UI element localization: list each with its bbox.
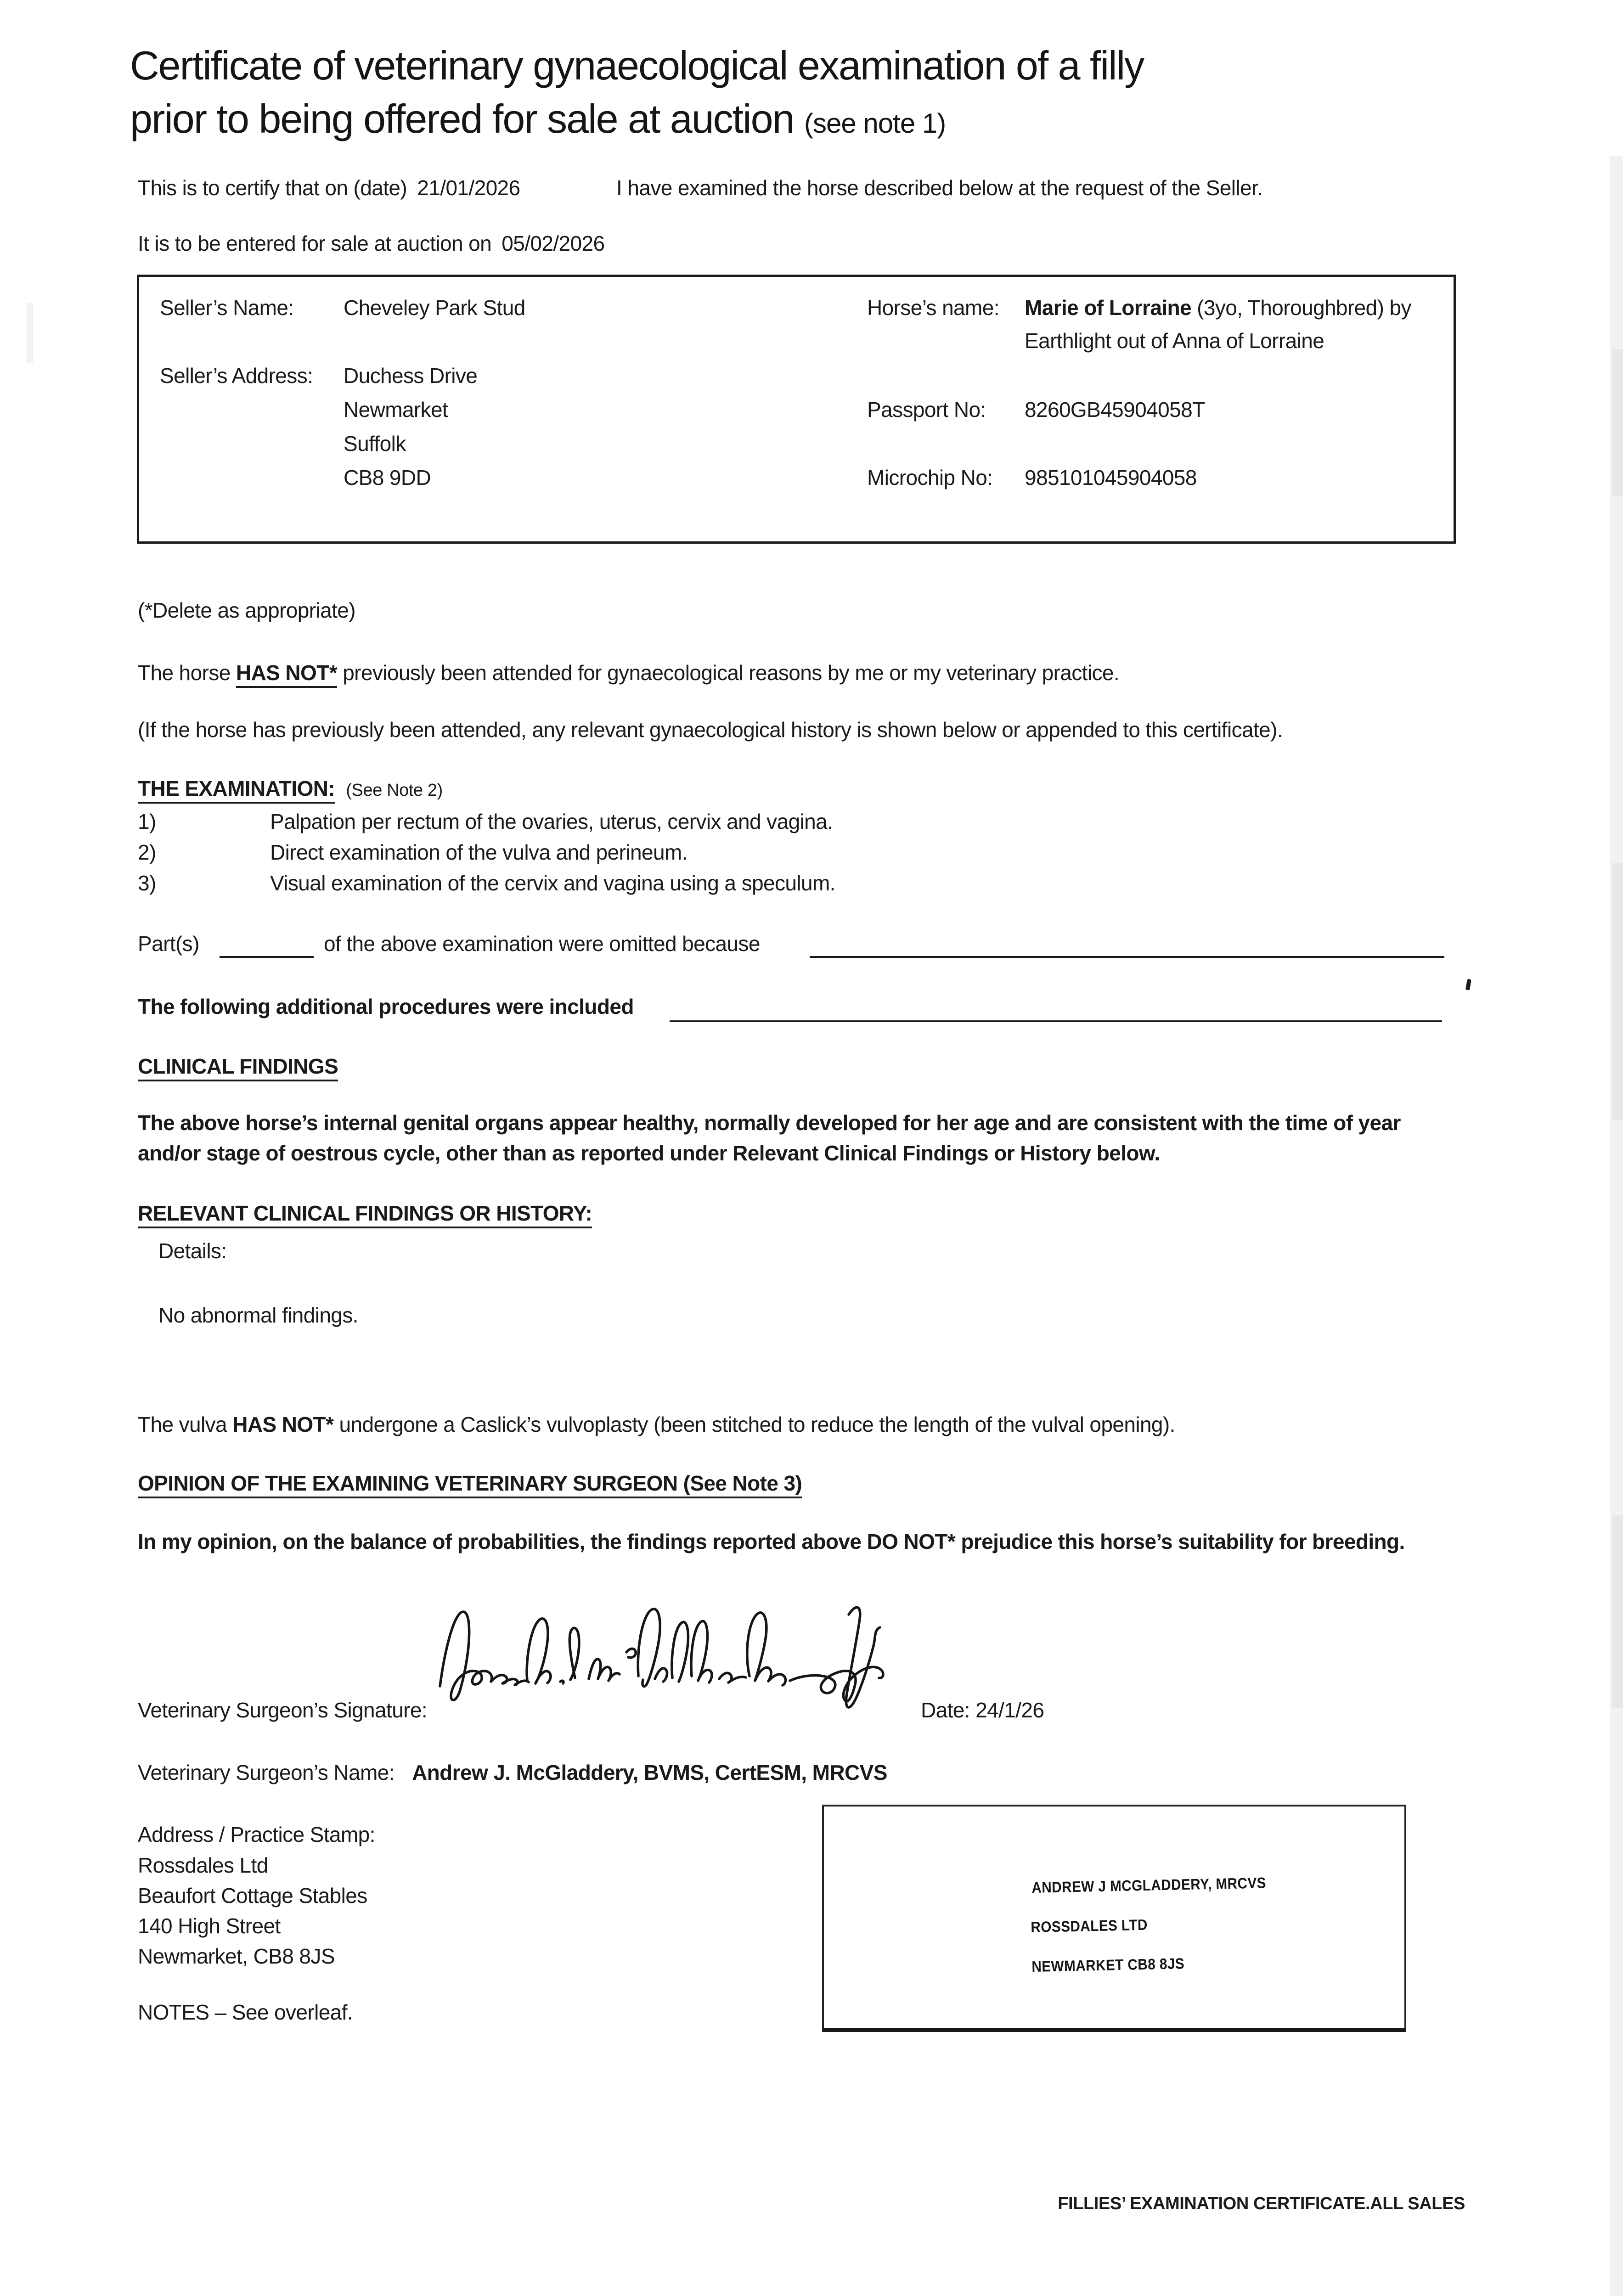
practice-address-line-1: Rossdales Ltd (138, 1853, 268, 1877)
scan-edge-patch (1612, 1515, 1623, 1708)
clinical-heading-line (138, 1054, 338, 1079)
auction-line (138, 231, 605, 256)
attended-has-not: HAS NOT* (236, 661, 337, 688)
horse-name-bold: Marie of Lorraine (1025, 296, 1191, 320)
horse-name-value-line2: Earthlight out of Anna of Lorraine (1025, 329, 1324, 353)
auction-date: 05/02/2026 (502, 231, 605, 255)
attended-suffix: previously been attended for gynaecological reasons by me or my veterinary practice. (337, 661, 1120, 685)
veterinary-surgeon-signature-image (427, 1560, 891, 1716)
opinion-suffix: prejudice this horse’s suitability for breeding. (955, 1530, 1405, 1553)
exam-item-2-text: Direct examination of the vulva and perineum. (270, 840, 688, 864)
horse-name-value-line1 (1025, 295, 1411, 320)
exam-heading: THE EXAMINATION: (138, 777, 335, 804)
exam-item-2-num: 2) (138, 840, 156, 864)
attended-prefix: The horse (138, 661, 236, 685)
page-title-line2-main: prior to being offered for sale at auction (130, 96, 794, 141)
scan-edge-patch (1612, 349, 1623, 496)
signature-date: Date: 24/1/26 (921, 1698, 1044, 1722)
address-stamp-label: Address / Practice Stamp: (138, 1823, 375, 1846)
seller-address-line-1: Duchess Drive (344, 364, 478, 388)
parts-omitted-prefix: Part(s) (138, 932, 199, 956)
vulva-line (138, 1412, 1175, 1437)
opinion-heading: OPINION OF THE EXAMINING VETERINARY SURGEON (See Note 3) (138, 1471, 802, 1498)
seller-address-line-2: Newmarket (344, 398, 448, 422)
vulva-has-not: HAS NOT* (232, 1412, 334, 1436)
clinical-paragraph-line1: The above horse’s internal genital organs appear healthy, normally developed for her age and are consistent with the time of year (138, 1111, 1401, 1135)
seller-name-label: Seller’s Name: (160, 296, 294, 320)
vulva-suffix: undergone a Caslick’s vulvoplasty (been stitched to reduce the length of the vulval opening). (333, 1412, 1175, 1436)
relevant-heading: RELEVANT CLINICAL FINDINGS OR HISTORY: (138, 1201, 592, 1228)
surgeon-name-value: Andrew J. McGladdery, BVMS, CertESM, MRCVS (412, 1761, 887, 1784)
surgeon-name-line (138, 1760, 887, 1785)
opinion-prefix: In my opinion, on the balance of probabilities, the findings reported above (138, 1530, 867, 1553)
exam-note: (See Note 2) (346, 781, 443, 800)
exam-item-1-num: 1) (138, 810, 156, 833)
parts-omitted-mid: of the above examination were omitted because (324, 932, 760, 956)
practice-address-line-2: Beaufort Cottage Stables (138, 1884, 367, 1908)
seller-address-line-3: Suffolk (344, 432, 406, 456)
relevant-heading-line (138, 1201, 592, 1226)
practice-address-line-3: 140 High Street (138, 1914, 281, 1938)
additional-procedures-label: The following additional procedures were included (138, 995, 634, 1019)
seller-address-line-4: CB8 9DD (344, 466, 431, 490)
signature-label: Veterinary Surgeon’s Signature: (138, 1698, 428, 1722)
certify-line-prefix (138, 175, 520, 200)
horse-name-rest: (3yo, Thoroughbred) by (1191, 296, 1411, 320)
microchip-value: 985101045904058 (1025, 466, 1197, 490)
clinical-heading: CLINICAL FINDINGS (138, 1054, 338, 1081)
findings-text: No abnormal findings. (158, 1303, 358, 1327)
additional-procedures-blank-field (670, 1020, 1442, 1022)
stamp-line-1: ANDREW J MCGLADDERY, MRCVS (1031, 1874, 1267, 1896)
microchip-label: Microchip No: (867, 466, 993, 490)
exam-item-3-num: 3) (138, 871, 156, 895)
horse-name-label: Horse’s name: (867, 296, 999, 320)
opinion-do-not: DO NOT* (867, 1530, 956, 1553)
scan-left-smudge (27, 303, 33, 363)
certify-line-suffix: I have examined the horse described below at the request of the Seller. (616, 176, 1263, 200)
stamp-line-2: ROSSDALES LTD (1031, 1916, 1148, 1936)
scan-edge-patch (1612, 863, 1623, 1120)
scan-artifact-mark (1465, 979, 1471, 990)
parts-blank-field (220, 956, 314, 958)
attended-line (138, 660, 1119, 685)
attended-note: (If the horse has previously been attended, any relevant gynaecological history is shown below or appended to this certificate). (138, 718, 1283, 742)
seller-name-value: Cheveley Park Stud (344, 296, 525, 320)
surgeon-name-label: Veterinary Surgeon’s Name: (138, 1761, 394, 1784)
clinical-paragraph-line2: and/or stage of oestrous cycle, other than as reported under Relevant Clinical Findings or History below. (138, 1141, 1160, 1165)
page-title-note: (see note 1) (804, 108, 946, 139)
page-title-line2 (130, 96, 946, 142)
practice-stamp-box (822, 1805, 1406, 2032)
certify-date: 21/01/2026 (417, 176, 520, 200)
certify-prefix-text: This is to certify that on (date) (138, 176, 407, 200)
details-box (137, 275, 1456, 544)
passport-value: 8260GB45904058T (1025, 398, 1205, 422)
exam-item-1-text: Palpation per rectum of the ovaries, uterus, cervix and vagina. (270, 810, 833, 833)
auction-prefix-text: It is to be entered for sale at auction on (138, 231, 492, 255)
opinion-heading-line (138, 1471, 802, 1496)
page-title-line1: Certificate of veterinary gynaecological examination of a filly (130, 43, 1144, 88)
exam-heading-line (138, 776, 443, 801)
exam-item-3-text: Visual examination of the cervix and vagina using a speculum. (270, 871, 835, 895)
footer-text: FILLIES’ EXAMINATION CERTIFICATE.ALL SALES (1058, 2194, 1465, 2213)
opinion-paragraph (138, 1529, 1405, 1554)
delete-note: (*Delete as appropriate) (138, 598, 355, 622)
notes-line: NOTES – See overleaf. (138, 2000, 353, 2024)
omitted-because-blank-field (810, 956, 1444, 958)
vulva-prefix: The vulva (138, 1412, 233, 1436)
seller-address-label: Seller’s Address: (160, 364, 313, 388)
practice-address-line-4: Newmarket, CB8 8JS (138, 1944, 335, 1968)
stamp-line-3: NEWMARKET CB8 8JS (1031, 1955, 1185, 1975)
details-label: Details: (158, 1239, 227, 1263)
passport-label: Passport No: (867, 398, 986, 422)
